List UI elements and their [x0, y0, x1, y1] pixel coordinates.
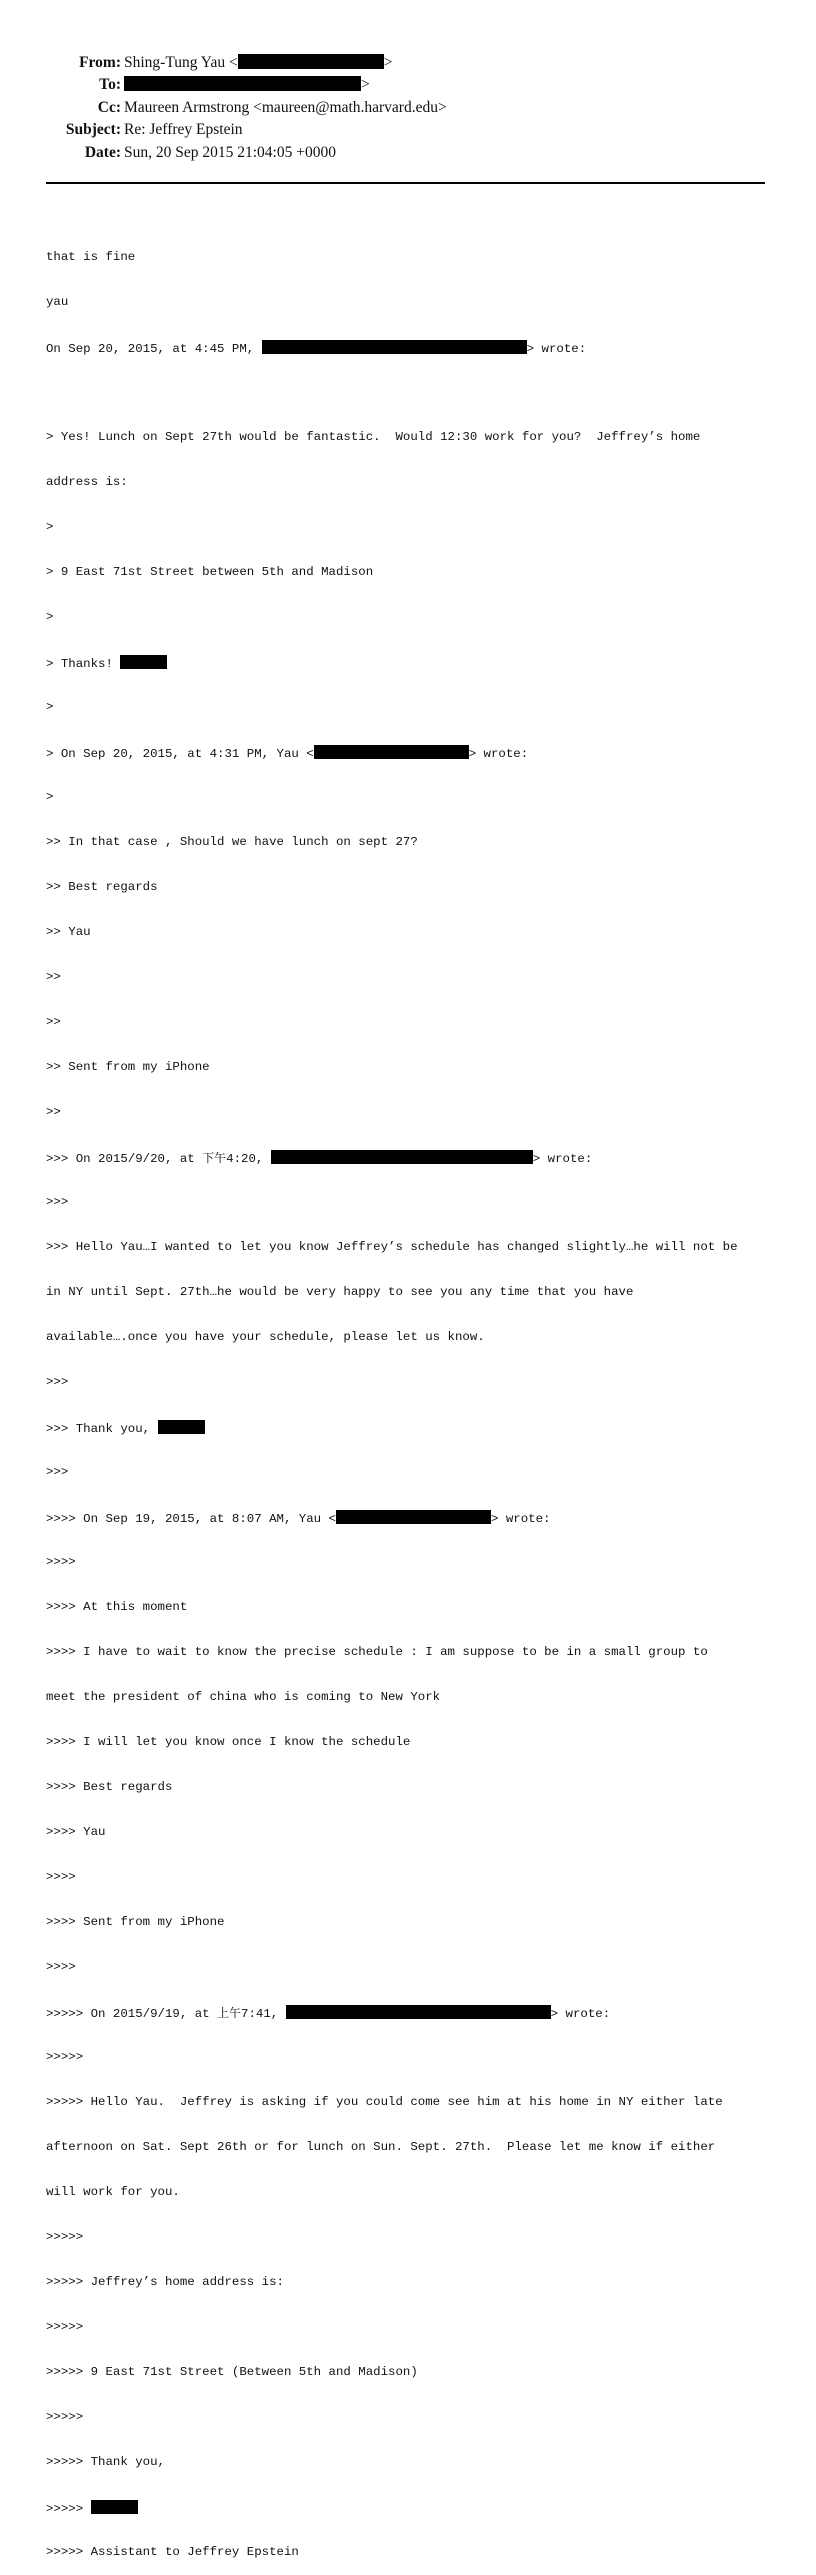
attribution-time: 4:20, [226, 1152, 271, 1166]
attribution-text: > On Sep 20, 2015, at 4:31 PM, Yau < [46, 747, 314, 761]
to-row [0, 74, 816, 96]
to-close: > [361, 76, 370, 94]
date-label: Date: [84, 143, 121, 161]
body-line: >>>> [46, 1555, 76, 1569]
from-close: > [383, 54, 393, 71]
from-name: Shing-Tung Yau < [124, 54, 238, 71]
body-line: >>>>> [46, 2410, 84, 2424]
cc-row [0, 97, 816, 119]
body-line: address is: [46, 475, 128, 489]
body-line: >>>> Sent from my iPhone [46, 1915, 225, 1929]
body-line: yau [46, 295, 69, 309]
to-value [124, 74, 370, 96]
attribution-wrote: > wrote: [550, 2007, 611, 2021]
redaction-box [286, 2005, 551, 2019]
redaction-box [120, 655, 167, 669]
body-line: > [46, 610, 54, 624]
body-line: available….once you have your schedule, please let us know. [46, 1330, 485, 1344]
subject-row [0, 119, 816, 141]
body-line: >>>> At this moment [46, 1600, 188, 1614]
attribution-cjk: 下午 [202, 1151, 227, 1165]
body-line: >>> [46, 1375, 69, 1389]
body-line: >> Best regards [46, 880, 158, 894]
quote-attribution-line [46, 1150, 786, 1165]
body-line: > [46, 700, 54, 714]
body-line: > [46, 520, 54, 534]
body-line: >>>> [46, 1960, 76, 1974]
redaction-box [336, 1510, 491, 1524]
attribution-text: >>> On 2015/9/20, at [46, 1152, 203, 1166]
body-line: afternoon on Sat. Sept 26th or for lunch on Sun. Sept. 27th. Please let me know if either [46, 2140, 716, 2154]
body-line: will work for you. [46, 2185, 180, 2199]
body-line: >> [46, 1015, 61, 1029]
body-line: > Yes! Lunch on Sept 27th would be fantastic. Would 12:30 work for you? Jeffrey’s home [46, 430, 701, 444]
attribution-wrote: > wrote: [526, 342, 587, 356]
email-header [0, 52, 816, 164]
body-line: >>>> [46, 1870, 76, 1884]
quote-attribution-line [46, 1510, 786, 1525]
body-line: >>>> I will let you know once I know the schedule [46, 1735, 411, 1749]
from-label: From: [79, 54, 121, 71]
body-line: >> In that case , Should we have lunch on sept 27? [46, 835, 418, 849]
signoff-text: >>>>> [46, 2502, 91, 2516]
signoff-text: > Thanks! [46, 657, 121, 671]
header-divider [46, 182, 765, 184]
body-line: >>>>> Hello Yau. Jeffrey is asking if you could come see him at his home in NY either late [46, 2095, 723, 2109]
subject-value: Re: Jeffrey Epstein [124, 121, 243, 139]
body-line: >>>> Best regards [46, 1780, 173, 1794]
quote-attribution-line [46, 2005, 786, 2020]
cc-value: Maureen Armstrong <maureen@math.harvard.edu> [124, 98, 447, 116]
body-line: meet the president of china who is coming to New York [46, 1690, 441, 1704]
redaction-box [262, 340, 527, 354]
to-label: To: [99, 76, 121, 94]
body-line: >>>>> Jeffrey’s home address is: [46, 2275, 284, 2289]
body-line: >> [46, 1105, 61, 1119]
body-line: >>>> I have to wait to know the precise schedule : I am suppose to be in a small group to [46, 1645, 708, 1659]
body-line: >>> [46, 1465, 69, 1479]
attribution-wrote: > wrote: [532, 1152, 593, 1166]
attribution-wrote: > wrote: [491, 1512, 551, 1526]
attribution-text: On Sep 20, 2015, at 4:45 PM, [46, 342, 262, 356]
body-line: >> [46, 970, 61, 984]
body-line: >>> [46, 1195, 69, 1209]
from-row [0, 52, 816, 74]
body-line [46, 385, 786, 400]
signoff-line [46, 655, 786, 670]
date-value: Sun, 20 Sep 2015 21:04:05 +0000 [124, 143, 336, 161]
body-line: >>>>> Assistant to Jeffrey Epstein [46, 2545, 299, 2559]
body-line: > 9 East 71st Street between 5th and Madison [46, 565, 374, 579]
attribution-text: >>>>> On 2015/9/19, at [46, 2007, 218, 2021]
redaction-box [271, 1150, 533, 1164]
signoff-text: >>> Thank you, [46, 1422, 158, 1436]
date-row [0, 142, 816, 164]
cc-label: Cc: [97, 98, 121, 116]
body-line: >>>>> [46, 2230, 84, 2244]
body-line: > [46, 790, 54, 804]
body-line: that is fine [46, 250, 136, 264]
body-line: >>>>> Thank you, [46, 2455, 165, 2469]
body-line: >>> Hello Yau…I wanted to let you know Jeffrey’s schedule has changed slightly…he will not be [46, 1240, 738, 1254]
signoff-line [46, 2500, 786, 2515]
signoff-line [46, 1420, 786, 1435]
from-value [124, 52, 392, 74]
redaction-box [314, 745, 469, 759]
subject-label: Subject: [65, 121, 121, 139]
body-line: in NY until Sept. 27th…he would be very happy to see you any time that you have [46, 1285, 634, 1299]
body-line: >>>>> [46, 2050, 84, 2064]
quote-attribution-line [46, 340, 786, 355]
redaction-box [238, 54, 384, 69]
attribution-wrote: > wrote: [468, 747, 529, 761]
body-line: >>>> Yau [46, 1825, 106, 1839]
attribution-time: 7:41, [241, 2007, 286, 2021]
quote-attribution-line [46, 745, 786, 760]
redaction-box [91, 2500, 138, 2514]
email-body [46, 220, 786, 2575]
body-line: >> Yau [46, 925, 91, 939]
attribution-cjk: 上午 [217, 2006, 242, 2020]
body-line: >>>>> [46, 2320, 84, 2334]
attribution-text: >>>> On Sep 19, 2015, at 8:07 AM, Yau < [46, 1512, 336, 1526]
redaction-box [158, 1420, 205, 1434]
body-line: >> Sent from my iPhone [46, 1060, 210, 1074]
body-line: >>>>> 9 East 71st Street (Between 5th and Madison) [46, 2365, 418, 2379]
redaction-box [124, 76, 361, 91]
